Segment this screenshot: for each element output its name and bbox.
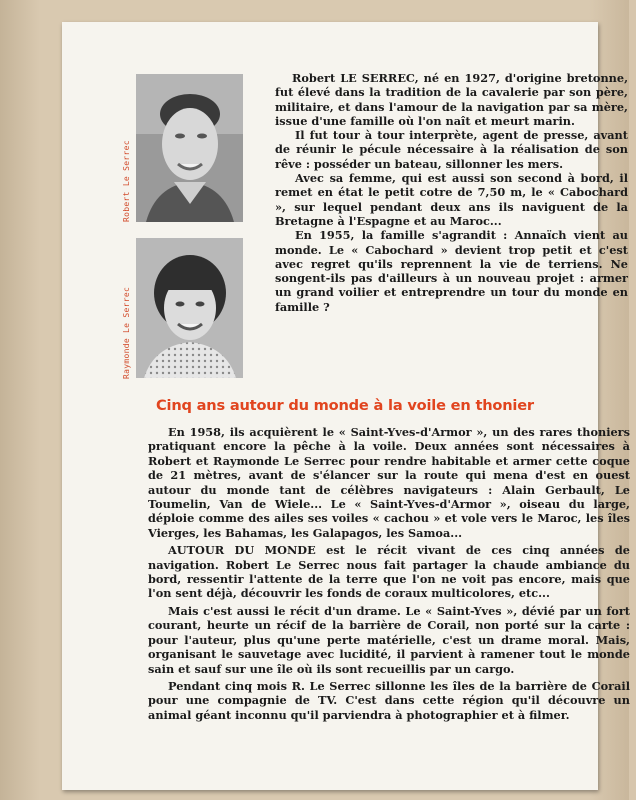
bio-paragraph: En 1955, la famille s'agrandit : Annaïch vient au monde. Le « Cabochard » devient trop petit et c'est avec regret qu'ils reprennent la vie de terriens. Ne songent-ils pas d'ailleurs à un nouveau projet : armer un grand voilier et entreprendre un tour du monde en famille ? xyxy=(275,228,628,314)
summary-paragraph: En 1958, ils acquièrent le « Saint-Yves-d'Armor », un des rares thoniers pratiquant encore la pêche à la voile. Deux années sont nécessaires à Robert et Raymonde Le Serrec pour rendre habitable et armer cette coque de 21 mètres, avant de s'élancer sur la route qui mena d'est en ouest autour du monde tant de célèbres navigateurs : Alain Gerbault, Le Toumelin, Van de Wiele... Le « Saint-Yves-d'Armor », oiseau du large, déploie comme des ailes ses voiles « cachou » et vole vers le Maroc, les îles Vierges, les Bahamas, les Galapagos, les Samoa... xyxy=(148,425,630,540)
summary-paragraph: Mais c'est aussi le récit d'un drame. Le « Saint-Yves », dévié par un fort courant, heurte un récif de la barrière de Corail, non porté sur la carte : pour l'auteur, plus qu'une perte matérielle, c'est un drame moral. Mais, organisant le sauvetage avec lucidité, il parvient à ramener tout le monde sain et sauf sur une île où ils sont recueillis par un cargo. xyxy=(148,603,630,676)
man-portrait-icon xyxy=(136,74,243,222)
bio-paragraph: Robert LE SERREC, né en 1927, d'origine bretonne, fut élevé dans la tradition de la cavalerie par son père, militaire, et dans l'amour de la navigation par sa mère, issue d'une famille où l'on naît et meurt marin. xyxy=(275,71,628,128)
author-photo xyxy=(136,74,243,222)
bio-paragraph: Avec sa femme, qui est aussi son second à bord, il remet en état le petit cotre de 7,50 m, le « Cabochard », sur lequel pendant deux ans ils naviguent de la Bretagne à l'Espagne et au Maroc... xyxy=(275,171,628,228)
book-back-cover xyxy=(62,22,630,790)
summary-paragraph: Pendant cinq mois R. Le Serrec sillonne les îles de la barrière de Corail pour une compagnie de TV. C'est dans cette région qu'il découvre un animal géant inconnu qu'il parviendra à photographier et à filmer. xyxy=(148,678,630,722)
woman-portrait-icon xyxy=(136,238,243,378)
photo-caption-raymonde: Raymonde Le Serrec xyxy=(122,286,131,379)
photo-caption-robert: Robert Le Serrec xyxy=(122,140,131,222)
author-biography xyxy=(275,71,628,314)
bio-paragraph: Il fut tour à tour interprète, agent de presse, avant de réunir le pécule nécessaire à la réalisation de son rêve : posséder un bateau, sillonner les mers. xyxy=(275,128,628,171)
summary-paragraph xyxy=(148,543,630,601)
summary-paragraph-text: est le récit vivant de ces cinq années de navigation. Robert Le Serrec nous fait partager la chaude ambiance du bord, ressentir l'attente de la terre que l'on ne voit pas encore, mais que l'on sent déjà, découvrir les fonds de coraux multicolores, etc... xyxy=(148,543,630,601)
book-title-inline: AUTOUR DU MONDE xyxy=(168,543,316,558)
section-headline: Cinq ans autour du monde à la voile en thonier xyxy=(156,397,534,414)
spouse-photo xyxy=(136,238,243,378)
book-summary xyxy=(148,425,630,725)
